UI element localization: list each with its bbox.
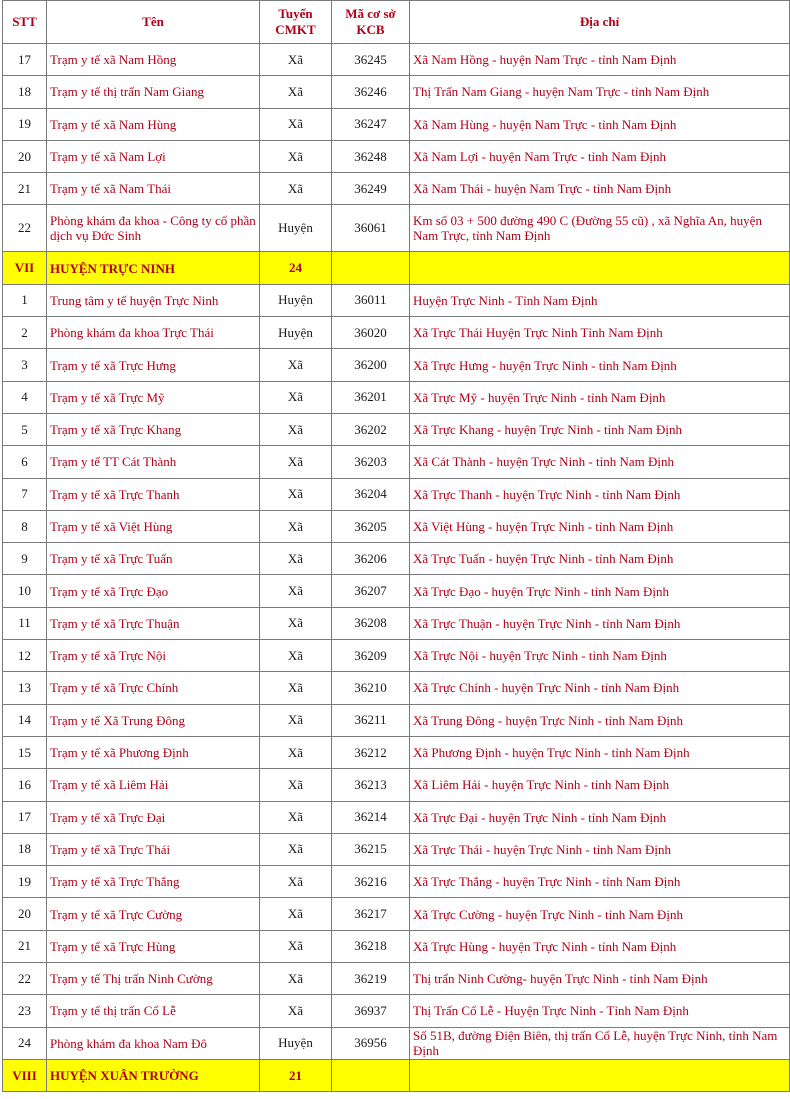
cell-stt: 5 [3,413,47,445]
cell-ma: 36206 [332,543,410,575]
cell-stt: 18 [3,76,47,108]
cell-tuyen: Huyện [260,1027,332,1059]
table-row [3,413,790,445]
table-row [3,575,790,607]
cell-addr: Thị Trấn Cổ Lễ - Huyện Trực Ninh - Tỉnh Nam Định [410,995,790,1027]
cell-name: HUYỆN TRỰC NINH [47,252,260,284]
table-row [3,672,790,704]
cell-tuyen: Xã [260,381,332,413]
header-stt: STT [3,1,47,44]
cell-ma: 36217 [332,898,410,930]
table-row [3,1027,790,1059]
cell-stt: 7 [3,478,47,510]
group-header-row [3,252,790,284]
cell-addr: Số 51B, đường Điện Biên, thị trấn Cổ Lễ, huyện Trực Ninh, tỉnh Nam Định [410,1027,790,1059]
table-row [3,173,790,205]
cell-name: Trạm y tế Xã Trung Đông [47,704,260,736]
table-row [3,349,790,381]
cell-name: Trạm y tế xã Trực Chính [47,672,260,704]
cell-tuyen: Xã [260,44,332,76]
cell-addr: Xã Trực Thái Huyện Trực Ninh Tỉnh Nam Định [410,317,790,349]
cell-tuyen: Xã [260,898,332,930]
cell-ma: 36061 [332,205,410,252]
cell-stt: 11 [3,607,47,639]
cell-tuyen: Xã [260,769,332,801]
cell-tuyen: Xã [260,446,332,478]
cell-tuyen: Xã [260,640,332,672]
cell-name: HUYỆN XUÂN TRƯỜNG [47,1059,260,1091]
table-row [3,607,790,639]
cell-stt: 14 [3,704,47,736]
cell-addr: Xã Việt Hùng - huyện Trực Ninh - tỉnh Nam Định [410,510,790,542]
cell-ma: 36216 [332,866,410,898]
cell-ma: 36937 [332,995,410,1027]
cell-ma: 36245 [332,44,410,76]
cell-addr: Xã Trực Hùng - huyện Trực Ninh - tỉnh Nam Định [410,930,790,962]
cell-stt: 19 [3,108,47,140]
cell-tuyen: Xã [260,672,332,704]
cell-addr: Xã Cát Thành - huyện Trực Ninh - tỉnh Nam Định [410,446,790,478]
cell-addr: Xã Trực Thắng - huyện Trực Ninh - tỉnh Nam Định [410,866,790,898]
table-row [3,108,790,140]
cell-addr: Xã Phương Định - huyện Trực Ninh - tỉnh Nam Định [410,736,790,768]
cell-name: Trạm y tế xã Trực Thanh [47,478,260,510]
cell-addr: Thị Trấn Nam Giang - huyện Nam Trực - tỉnh Nam Định [410,76,790,108]
cell-name: Trạm y tế xã Trực Hùng [47,930,260,962]
cell-name: Trạm y tế xã Nam Thái [47,173,260,205]
cell-addr: Xã Trực Chính - huyện Trực Ninh - tỉnh Nam Định [410,672,790,704]
header-ma: Mã cơ sở KCB [332,1,410,44]
table-row [3,205,790,252]
cell-stt: 10 [3,575,47,607]
cell-tuyen: Xã [260,607,332,639]
cell-name: Trung tâm y tế huyện Trực Ninh [47,284,260,316]
cell-addr: Xã Nam Thái - huyện Nam Trực - tỉnh Nam Định [410,173,790,205]
cell-tuyen: Xã [260,801,332,833]
table-row [3,930,790,962]
cell-name: Trạm y tế xã Liêm Hải [47,769,260,801]
cell-stt: 21 [3,173,47,205]
cell-addr: Xã Trực Khang - huyện Trực Ninh - tỉnh Nam Định [410,413,790,445]
cell-stt: VII [3,252,47,284]
cell-stt: 18 [3,833,47,865]
table-row [3,510,790,542]
table-row [3,44,790,76]
cell-tuyen: Huyện [260,317,332,349]
cell-tuyen: Xã [260,833,332,865]
table-row [3,543,790,575]
cell-tuyen: Xã [260,543,332,575]
cell-stt: 23 [3,995,47,1027]
cell-name: Trạm y tế xã Trực Thắng [47,866,260,898]
cell-addr: Xã Nam Hồng - huyện Nam Trực - tỉnh Nam Định [410,44,790,76]
cell-ma: 36201 [332,381,410,413]
cell-name: Trạm y tế xã Nam Hồng [47,44,260,76]
cell-stt: 13 [3,672,47,704]
table-row [3,317,790,349]
cell-ma: 36249 [332,173,410,205]
cell-name: Trạm y tế Thị trấn Ninh Cường [47,963,260,995]
cell-tuyen: Xã [260,995,332,1027]
cell-tuyen: Xã [260,510,332,542]
cell-stt: 24 [3,1027,47,1059]
cell-tuyen: Xã [260,173,332,205]
cell-ma: 36207 [332,575,410,607]
table-row [3,284,790,316]
cell-ma: 36214 [332,801,410,833]
cell-tuyen: Xã [260,349,332,381]
cell-name: Trạm y tế xã Trực Thái [47,833,260,865]
table-row [3,866,790,898]
cell-addr: Km số 03 + 500 đường 490 C (Đường 55 cũ) , xã Nghĩa An, huyện Nam Trực, tỉnh Nam Định [410,205,790,252]
cell-addr: Xã Nam Lợi - huyện Nam Trực - tỉnh Nam Định [410,140,790,172]
cell-addr: Xã Trực Đạo - huyện Trực Ninh - tỉnh Nam Định [410,575,790,607]
cell-stt: 17 [3,44,47,76]
cell-ma: 36211 [332,704,410,736]
table-row [3,478,790,510]
table-row [3,640,790,672]
cell-name: Trạm y tế thị trấn Cổ Lễ [47,995,260,1027]
cell-addr: Thị trấn Ninh Cường- huyện Trực Ninh - tỉnh Nam Định [410,963,790,995]
cell-addr: Xã Trực Hưng - huyện Trực Ninh - tỉnh Nam Định [410,349,790,381]
cell-ma: 36209 [332,640,410,672]
cell-addr: Xã Trực Đại - huyện Trực Ninh - tỉnh Nam Định [410,801,790,833]
cell-name: Trạm y tế xã Trực Cường [47,898,260,930]
cell-name: Trạm y tế TT Cát Thành [47,446,260,478]
table-row [3,140,790,172]
cell-stt: 22 [3,205,47,252]
facility-table [2,0,790,1092]
cell-stt: 4 [3,381,47,413]
cell-addr: Huyện Trực Ninh - Tỉnh Nam Định [410,284,790,316]
table-row [3,801,790,833]
cell-name: Trạm y tế xã Trực Đại [47,801,260,833]
cell-stt: 2 [3,317,47,349]
cell-tuyen: Huyện [260,205,332,252]
cell-ma: 36956 [332,1027,410,1059]
cell-ma: 36247 [332,108,410,140]
cell-addr: Xã Trực Nội - huyện Trực Ninh - tỉnh Nam Định [410,640,790,672]
cell-ma: 36205 [332,510,410,542]
cell-stt: 17 [3,801,47,833]
cell-ma: 36200 [332,349,410,381]
cell-tuyen: Xã [260,108,332,140]
cell-ma [332,1059,410,1091]
cell-stt: 9 [3,543,47,575]
group-header-row [3,1059,790,1091]
cell-addr [410,1059,790,1091]
cell-stt: 20 [3,140,47,172]
cell-addr: Xã Trực Thuận - huyện Trực Ninh - tỉnh Nam Định [410,607,790,639]
cell-tuyen: Xã [260,963,332,995]
cell-tuyen: Xã [260,704,332,736]
cell-tuyen: 21 [260,1059,332,1091]
cell-name: Trạm y tế xã Việt Hùng [47,510,260,542]
table-row [3,995,790,1027]
cell-ma: 36248 [332,140,410,172]
cell-name: Phòng khám đa khoa Trực Thái [47,317,260,349]
cell-addr: Xã Trực Mỹ - huyện Trực Ninh - tỉnh Nam Định [410,381,790,413]
cell-ma: 36204 [332,478,410,510]
cell-tuyen: 24 [260,252,332,284]
cell-name: Trạm y tế xã Nam Lợi [47,140,260,172]
cell-ma: 36203 [332,446,410,478]
cell-tuyen: Huyện [260,284,332,316]
cell-stt: 6 [3,446,47,478]
cell-name: Trạm y tế xã Trực Đạo [47,575,260,607]
cell-ma: 36208 [332,607,410,639]
cell-name: Trạm y tế xã Trực Khang [47,413,260,445]
cell-ma: 36202 [332,413,410,445]
cell-stt: VIII [3,1059,47,1091]
cell-ma: 36210 [332,672,410,704]
cell-ma: 36215 [332,833,410,865]
cell-addr: Xã Trực Thái - huyện Trực Ninh - tỉnh Nam Định [410,833,790,865]
cell-ma [332,252,410,284]
cell-ma: 36011 [332,284,410,316]
cell-ma: 36213 [332,769,410,801]
cell-name: Trạm y tế xã Trực Tuấn [47,543,260,575]
cell-ma: 36212 [332,736,410,768]
cell-name: Trạm y tế xã Trực Mỹ [47,381,260,413]
cell-addr: Xã Trung Đông - huyện Trực Ninh - tỉnh Nam Định [410,704,790,736]
table-header-row [3,1,790,44]
table-row [3,446,790,478]
cell-stt: 19 [3,866,47,898]
cell-addr: Xã Trực Cường - huyện Trực Ninh - tỉnh Nam Định [410,898,790,930]
header-diachi: Địa chỉ [410,1,790,44]
cell-name: Trạm y tế xã Trực Hưng [47,349,260,381]
cell-tuyen: Xã [260,76,332,108]
cell-stt: 21 [3,930,47,962]
cell-name: Trạm y tế xã Trực Nội [47,640,260,672]
cell-addr: Xã Nam Hùng - huyện Nam Trực - tỉnh Nam Định [410,108,790,140]
cell-name: Phòng khám đa khoa Nam Đô [47,1027,260,1059]
cell-tuyen: Xã [260,736,332,768]
cell-addr: Xã Trực Tuấn - huyện Trực Ninh - tỉnh Nam Định [410,543,790,575]
cell-tuyen: Xã [260,140,332,172]
cell-stt: 1 [3,284,47,316]
cell-name: Phòng khám đa khoa - Công ty cổ phần dịch vụ Đức Sinh [47,205,260,252]
cell-name: Trạm y tế xã Phương Định [47,736,260,768]
cell-name: Trạm y tế xã Trực Thuận [47,607,260,639]
table-row [3,736,790,768]
table-row [3,833,790,865]
table-row [3,76,790,108]
cell-tuyen: Xã [260,930,332,962]
cell-addr: Xã Liêm Hải - huyện Trực Ninh - tỉnh Nam Định [410,769,790,801]
cell-name: Trạm y tế xã Nam Hùng [47,108,260,140]
cell-addr [410,252,790,284]
cell-stt: 15 [3,736,47,768]
header-tuyen: Tuyến CMKT [260,1,332,44]
table-row [3,963,790,995]
cell-ma: 36219 [332,963,410,995]
cell-tuyen: Xã [260,866,332,898]
cell-ma: 36020 [332,317,410,349]
table-row [3,381,790,413]
cell-tuyen: Xã [260,413,332,445]
table-body [3,44,790,1092]
cell-ma: 36218 [332,930,410,962]
cell-stt: 12 [3,640,47,672]
cell-stt: 16 [3,769,47,801]
cell-name: Trạm y tế thị trấn Nam Giang [47,76,260,108]
table-row [3,769,790,801]
cell-stt: 22 [3,963,47,995]
cell-tuyen: Xã [260,575,332,607]
table-row [3,704,790,736]
cell-ma: 36246 [332,76,410,108]
cell-stt: 20 [3,898,47,930]
header-ten: Tên [47,1,260,44]
cell-stt: 3 [3,349,47,381]
cell-stt: 8 [3,510,47,542]
cell-tuyen: Xã [260,478,332,510]
cell-addr: Xã Trực Thanh - huyện Trực Ninh - tỉnh Nam Định [410,478,790,510]
table-row [3,898,790,930]
